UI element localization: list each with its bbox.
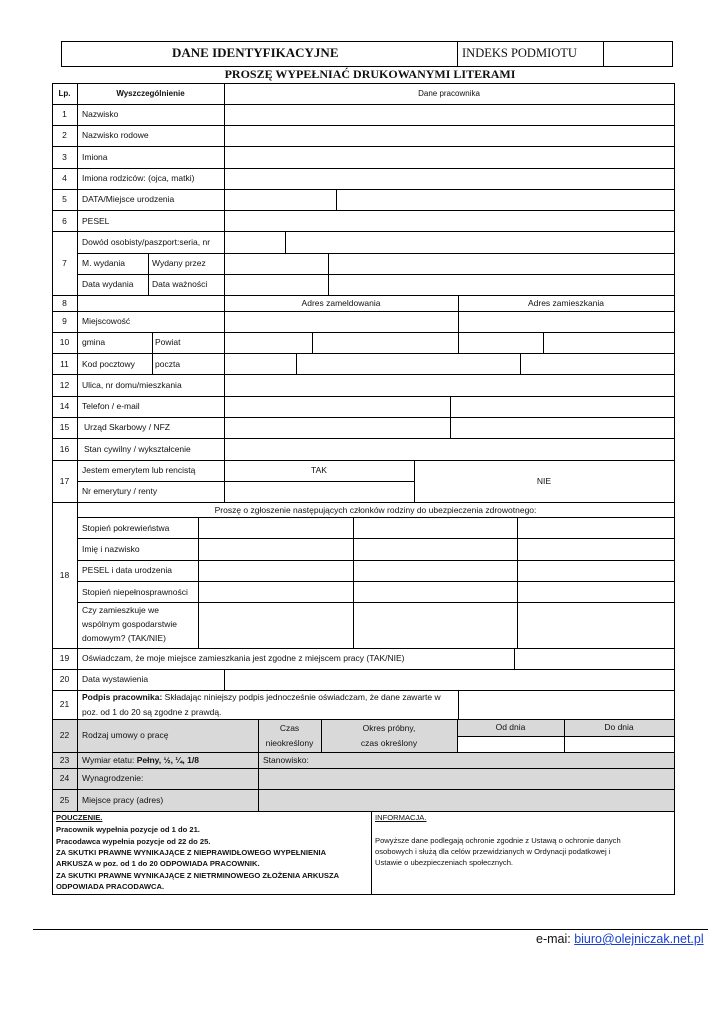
label-district: Powiat	[155, 337, 181, 347]
working-time-options: Pełny, ½, ¼, 1/8	[136, 755, 199, 765]
footer-rule	[33, 929, 708, 930]
label-household-3: domowym? (TAK/NIE)	[82, 633, 166, 643]
label-marital-education: Stan cywilny / wykształcenie	[84, 444, 191, 454]
label-issued-by: Wydany przez	[152, 258, 206, 268]
label-family-pesel: PESEL i data urodzenia	[82, 565, 172, 575]
option-trial-2: czas określony	[360, 738, 418, 748]
footer-email	[536, 931, 704, 947]
working-time-label: Wymiar etatu:	[82, 755, 137, 765]
index-label: INDEKS PODMIOTU	[462, 46, 577, 60]
row-number: 14	[59, 401, 70, 411]
label-parents-names: Imiona rodziców: (ojca, matki)	[82, 173, 195, 183]
row-number: 10	[59, 337, 70, 347]
info-line: osobowych i służą dla celów przewidzianych w Ordynacji podatkowej i	[375, 847, 611, 856]
field-expiry[interactable]	[329, 275, 673, 295]
option-no[interactable]: NIE	[536, 476, 552, 486]
field-birth-place[interactable]	[337, 190, 673, 210]
label-signature	[82, 692, 441, 703]
field-maiden-name[interactable]	[225, 126, 673, 146]
label-id-document: Dowód osobisty/paszport:seria, nr	[82, 237, 211, 247]
row-number: 4	[62, 173, 67, 183]
label-household-1: Czy zamieszkuje we	[82, 605, 159, 615]
field-marital-education[interactable]	[225, 439, 673, 460]
row-number: 18	[59, 570, 70, 580]
row-number: 25	[59, 795, 70, 805]
info-line: Powyższe dane podlegają ochronie zgodnie z Ustawą o ochronie danych	[375, 836, 621, 845]
label-surname: Nazwisko	[82, 109, 119, 119]
label-pension-number: Nr emerytury / renty	[82, 486, 158, 496]
field-id-number[interactable]	[286, 232, 673, 253]
field-tax-office[interactable]	[225, 418, 450, 438]
row-number: 24	[59, 773, 70, 783]
notice-line: ARKUSZA w poz. od 1 do 20 ODPOWIADA PRACOWNIK.	[56, 859, 260, 868]
field-pension-number[interactable]	[225, 482, 414, 502]
info-line: Ustawie o ubezpieczeniach społecznych.	[375, 858, 514, 867]
field-workplace[interactable]	[259, 790, 673, 811]
label-signature-2: poz. od 1 do 20 są zgodne z prawdą.	[82, 707, 222, 717]
field-nfz[interactable]	[451, 418, 673, 438]
field-email[interactable]	[451, 397, 673, 417]
label-town: Miejscowość	[82, 316, 131, 326]
label-full-name: Imię i nazwisko	[82, 544, 140, 554]
row-number: 12	[59, 380, 70, 390]
row-number: 17	[59, 476, 70, 486]
col-header-employee: Dane pracownika	[418, 89, 480, 98]
option-indefinite-1: Czas	[279, 723, 300, 733]
field-issue-date[interactable]	[225, 670, 673, 690]
field-town-registered[interactable]	[225, 312, 458, 332]
field-position[interactable]	[320, 753, 673, 768]
heading-residence-address: Adres zamieszkania	[527, 298, 605, 308]
email-label: e-mai:	[536, 932, 575, 946]
row-number: 8	[62, 298, 67, 308]
label-residence-statement: Oświadczam, że moje miejsce zamieszkania jest zgodne z miejscem pracy (TAK/NIE)	[82, 653, 405, 663]
field-phone[interactable]	[225, 397, 450, 417]
info-title: INFORMACJA.	[375, 813, 427, 822]
label-pensioner: Jestem emerytem lub rencistą	[82, 465, 196, 475]
label-street: Ulica, nr domu/mieszkania	[82, 380, 182, 390]
form-title: DANE IDENTYFIKACYJNE	[172, 45, 339, 60]
label-expiry-date: Data ważności	[152, 279, 208, 289]
family-heading: Proszę o zgłoszenie następujących członków rodziny do ubezpieczenia zdrowotnego:	[214, 505, 537, 515]
field-residence-statement[interactable]	[515, 649, 673, 669]
notice-line: ODPOWIADA PRACODAWCA.	[56, 882, 165, 891]
fill-instruction: PROSZĘ WYPEŁNIAĆ DRUKOWANYMI LITERAMI	[224, 67, 516, 81]
notice-line: ZA SKUTKI PRAWNE WYNIKAJĄCE Z NIETRMINOWEGO ZŁOŻENIA ARKUSZA	[56, 871, 340, 880]
field-issued-by[interactable]	[329, 254, 673, 274]
signature-text: Składając niniejszy podpis jednocześnie oświadczam, że dane zawarte w	[162, 692, 441, 702]
field-birth-date[interactable]	[225, 190, 335, 210]
label-tax-office: Urząd Skarbowy / NFZ	[84, 422, 170, 432]
label-birth: DATA/Miejsce urodzenia	[82, 194, 175, 204]
field-street[interactable]	[225, 375, 673, 396]
index-field[interactable]	[604, 42, 670, 65]
label-issue-date-form: Data wystawienia	[82, 674, 149, 684]
row-number: 21	[59, 699, 70, 709]
option-trial-1: Okres próbny,	[362, 723, 416, 733]
row-number: 19	[59, 653, 70, 663]
header-box	[61, 41, 673, 67]
field-first-names[interactable]	[225, 147, 673, 168]
label-commune: gmina	[82, 337, 106, 347]
label-postcode: Kod pocztowy	[82, 359, 135, 369]
label-household-2: wspólnym gospodarstwie	[82, 619, 177, 629]
notice-line: Pracownik wypełnia pozycje od 1 do 21.	[56, 825, 200, 834]
signature-bold: Podpis pracownika:	[82, 692, 163, 702]
option-yes[interactable]: TAK	[311, 465, 327, 475]
row-number: 23	[59, 755, 70, 765]
label-relationship: Stopień pokrewieństwa	[82, 523, 170, 533]
field-signature[interactable]	[459, 691, 673, 719]
notice-title: POUCZENIE.	[56, 813, 103, 822]
label-contract-type: Rodzaj umowy o pracę	[82, 730, 169, 740]
notice-line: Pracodawca wypełnia pozycje od 22 do 25.	[56, 837, 211, 846]
row-number: 22	[59, 730, 70, 740]
label-issue-place: M. wydania	[82, 258, 125, 268]
row-number: 9	[62, 316, 67, 326]
field-surname[interactable]	[225, 105, 673, 125]
heading-registered-address: Adres zameldowania	[301, 298, 381, 308]
label-phone-email: Telefon / e-mail	[82, 401, 140, 411]
row-number: 1	[62, 109, 67, 119]
label-from-date: Od dnia	[495, 722, 526, 732]
label-to-date: Do dnia	[604, 722, 634, 732]
col-header-lp: Lp.	[58, 89, 71, 98]
field-town-residence[interactable]	[459, 312, 673, 332]
row-number: 6	[62, 216, 67, 226]
email-link[interactable]: biuro@olejniczak.net.pl	[574, 932, 704, 946]
label-issue-date: Data wydania	[82, 279, 134, 289]
field-salary[interactable]	[259, 769, 673, 789]
row-number: 5	[62, 194, 67, 204]
field-pesel[interactable]	[225, 211, 673, 231]
label-maiden-name: Nazwisko rodowe	[82, 130, 149, 140]
label-first-names: Imiona	[82, 152, 108, 162]
notice-line: ZA SKUTKI PRAWNE WYNIKAJĄCE Z NIEPRAWIDŁOWEGO WYPEŁNIENIA	[56, 848, 327, 857]
row-number: 20	[59, 674, 70, 684]
col-header-spec: Wyszczególnienie	[116, 89, 185, 98]
row-number: 2	[62, 130, 67, 140]
row-number: 3	[62, 152, 67, 162]
field-parents-names[interactable]	[225, 169, 673, 189]
label-disability: Stopień niepełnosprawności	[82, 587, 188, 597]
label-post-office: poczta	[155, 359, 181, 369]
row-number: 7	[62, 258, 67, 268]
row-number: 16	[59, 444, 70, 454]
label-position: Stanowisko:	[263, 755, 309, 765]
row-number: 11	[60, 359, 69, 369]
row-number: 15	[59, 422, 70, 432]
label-workplace: Miejsce pracy (adres)	[82, 795, 164, 805]
label-salary: Wynagrodzenie:	[82, 773, 144, 783]
option-indefinite-2: nieokreślony	[265, 738, 314, 748]
label-working-time	[82, 755, 199, 766]
label-pesel: PESEL	[82, 216, 110, 226]
header-divider	[457, 41, 458, 66]
